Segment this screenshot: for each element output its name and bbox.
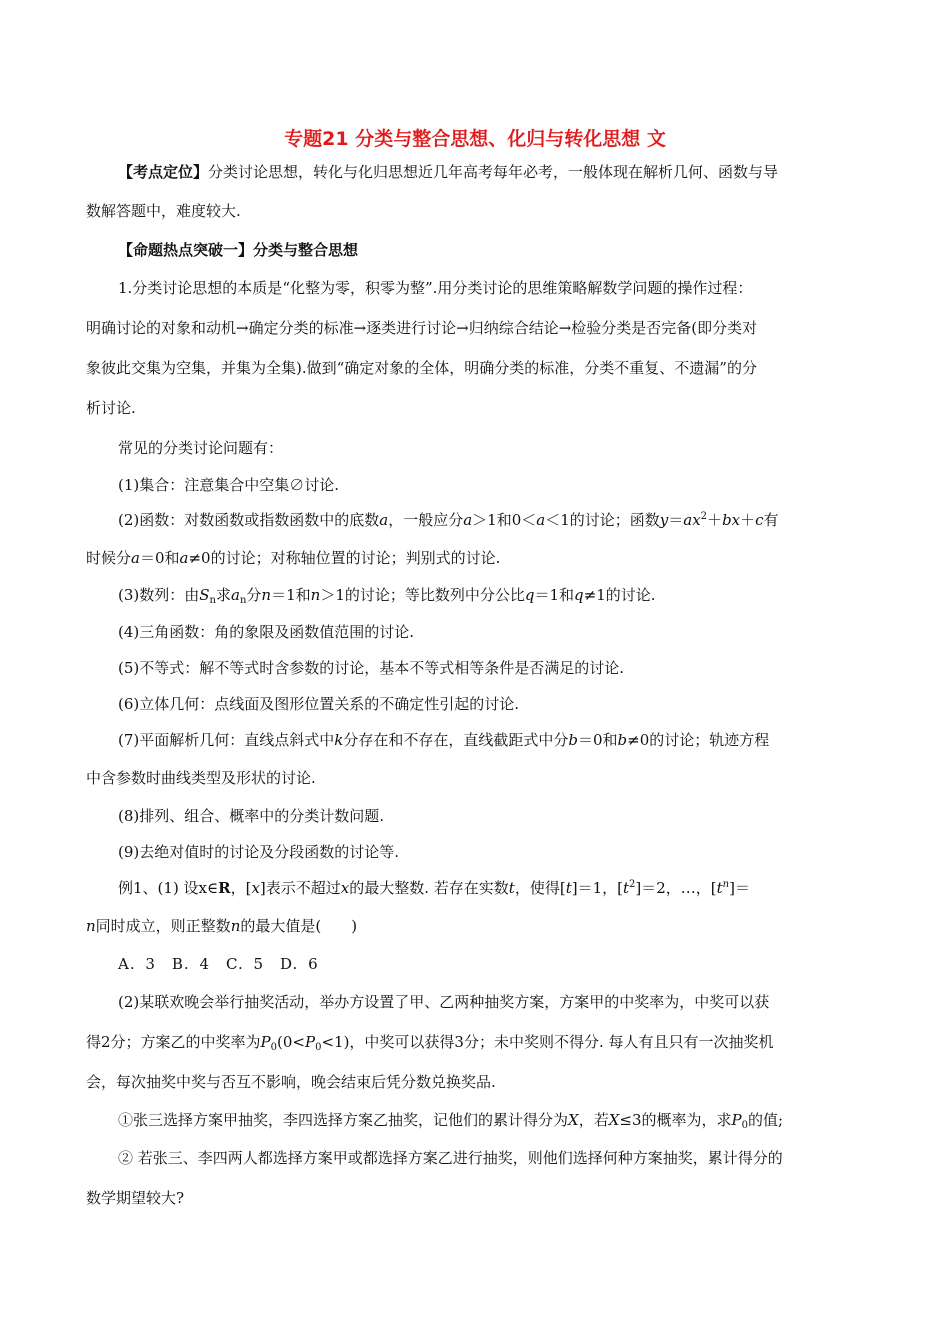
item-2-text: ＜1的讨论；函数 bbox=[545, 511, 660, 529]
var-b: b bbox=[617, 731, 628, 749]
var-n: n bbox=[310, 586, 321, 604]
example-text: ]＝ bbox=[729, 879, 750, 897]
var-t: t bbox=[508, 879, 515, 897]
var-t: t bbox=[716, 879, 723, 897]
item-2-text: 有 bbox=[763, 511, 779, 529]
answer-options: A. 3 B. 4 C. 5 D. 6 bbox=[118, 955, 319, 973]
item-7-text: 分存在和不存在，直线截距式中分 bbox=[343, 731, 569, 749]
sub-question-text: ≤3的概率为，求 bbox=[619, 1111, 732, 1129]
item-3 bbox=[118, 585, 656, 605]
paragraph-1-line-4: 析讨论. bbox=[86, 399, 136, 417]
set-R: R bbox=[218, 879, 231, 897]
item-3-text: ＝1和 bbox=[271, 586, 311, 604]
item-2-text: ，一般应分 bbox=[388, 511, 464, 529]
question-2-line-3: 会，每次抽奖中奖与否互不影响，晚会结束后凭分数兑换奖品. bbox=[86, 1073, 496, 1091]
var-X: X bbox=[608, 1111, 620, 1129]
var-x: x bbox=[251, 879, 260, 897]
item-2-line-2 bbox=[86, 548, 500, 568]
sub-question-text: 的值; bbox=[748, 1111, 784, 1129]
item-2-text: ＋ bbox=[707, 511, 723, 529]
example-text: ]表示不超过 bbox=[259, 879, 341, 897]
superscript-2: 2 bbox=[700, 511, 708, 522]
var-a: a bbox=[179, 549, 189, 567]
item-1: (1)集合：注意集合中空集∅讨论. bbox=[118, 476, 340, 494]
item-2-text: ＝ bbox=[668, 511, 684, 529]
var-t: t bbox=[622, 879, 629, 897]
item-9: (9)去绝对值时的讨论及分段函数的讨论等. bbox=[118, 843, 400, 861]
item-7-text: (7)平面解析几何：直线点斜式中 bbox=[118, 731, 335, 749]
question-2-text: 得2分；方案乙的中奖率为 bbox=[86, 1033, 261, 1051]
item-7-line-1 bbox=[118, 730, 769, 750]
question-2-line-1: (2)某联欢晚会举行抽奖活动，举办方设置了甲、乙两种抽奖方案，方案甲的中奖率为，中奖可以获 bbox=[118, 993, 770, 1011]
item-6: (6)立体几何：点线面及图形位置关系的不确定性引起的讨论. bbox=[118, 695, 520, 713]
var-ax: ax bbox=[683, 511, 701, 529]
item-3-text: 分 bbox=[246, 586, 262, 604]
var-y: y bbox=[659, 511, 669, 529]
paragraph-1-line-3: 象彼此交集为空集，并集为全集).做到“确定对象的全体，明确分类的标准，分类不重复、不遗漏”的分 bbox=[86, 359, 757, 377]
item-3-text: ＞1的讨论；等比数列中分公比 bbox=[320, 586, 525, 604]
kaodian-label: 【考点定位】 bbox=[118, 163, 209, 181]
paragraph-1-line-2: 明确讨论的对象和动机→确定分类的标准→逐类进行讨论→归纳综合结论→检验分类是否完备(即分类对 bbox=[86, 319, 758, 337]
example-text: ]＝1，[ bbox=[571, 879, 623, 897]
item-2-text: ＋ bbox=[740, 511, 756, 529]
example-line-1 bbox=[118, 878, 750, 898]
item-2-text: ≠0的讨论；对称轴位置的讨论；判别式的讨论. bbox=[188, 549, 501, 567]
item-2-text: 时候分 bbox=[86, 549, 132, 567]
var-b: b bbox=[568, 731, 578, 749]
paragraph-1-line-1: 1.分类讨论思想的本质是“化整为零，积零为整”.用分类讨论的思维策略解数学问题的操作过程： bbox=[118, 279, 753, 297]
question-2-line-2 bbox=[86, 1032, 774, 1052]
var-q: q bbox=[574, 586, 584, 604]
var-t: t bbox=[565, 879, 572, 897]
var-x: x bbox=[340, 879, 350, 897]
sub-question-text: ①张三选择方案甲抽奖，李四选择方案乙抽奖，记他们的累计得分为 bbox=[118, 1111, 569, 1129]
sub-question-text: ，若 bbox=[578, 1111, 609, 1129]
var-a: a bbox=[463, 511, 473, 529]
var-c: c bbox=[755, 511, 764, 529]
item-2-text: ＞1和0＜ bbox=[472, 511, 537, 529]
example-text: 的最大值是( ) bbox=[240, 917, 358, 935]
subscript-0: 0 bbox=[741, 1120, 748, 1131]
var-a: a bbox=[536, 511, 546, 529]
var-a: a bbox=[231, 586, 240, 604]
example-text: ]＝2，…，[ bbox=[635, 879, 717, 897]
var-n: n bbox=[261, 586, 272, 604]
section-heading: 【命题热点突破一】分类与整合思想 bbox=[118, 241, 359, 259]
item-5: (5)不等式：解不等式时含参数的讨论，基本不等式相等条件是否满足的讨论. bbox=[118, 659, 625, 677]
subscript-0: 0 bbox=[315, 1042, 322, 1053]
common-intro: 常见的分类讨论问题有： bbox=[118, 439, 284, 457]
var-P: P bbox=[260, 1033, 271, 1051]
var-X: X bbox=[568, 1111, 579, 1129]
var-n: n bbox=[86, 917, 96, 935]
example-line-2 bbox=[86, 916, 357, 936]
var-a: a bbox=[379, 511, 389, 529]
subscript-n: n bbox=[209, 595, 216, 606]
var-S: S bbox=[199, 586, 210, 604]
sub-question-1 bbox=[118, 1110, 783, 1130]
item-2-text: (2)函数：对数函数或指数函数中的底数 bbox=[118, 511, 380, 529]
kaodian-line-1 bbox=[118, 162, 778, 182]
sub-question-2-line-1: ② 若张三、李四两人都选择方案甲或都选择方案乙进行抽奖，则他们选择何种方案抽奖，累计得分的 bbox=[118, 1149, 783, 1167]
subscript-n: n bbox=[239, 595, 247, 606]
var-a: a bbox=[131, 549, 140, 567]
item-2-text: ＝0和 bbox=[139, 549, 180, 567]
item-3-text: ≠1的讨论. bbox=[583, 586, 656, 604]
sub-question-2-line-2: 数学期望较大? bbox=[86, 1189, 185, 1207]
question-2-text: <1)，中奖可以获得3分；未中奖则不得分. 每人有且只有一次抽奖机 bbox=[321, 1033, 774, 1051]
page-title: 专题21 分类与整合思想、化归与转化思想 文 bbox=[284, 128, 666, 150]
example-text: ，使得[ bbox=[514, 879, 566, 897]
superscript-n: n bbox=[722, 879, 730, 890]
example-text: ，[ bbox=[230, 879, 252, 897]
item-3-text: (3)数列：由 bbox=[118, 586, 200, 604]
var-P: P bbox=[731, 1111, 742, 1129]
item-4: (4)三角函数：角的象限及函数值范围的讨论. bbox=[118, 623, 415, 641]
var-bx: bx bbox=[722, 511, 741, 529]
item-2-line-1 bbox=[118, 510, 779, 530]
item-3-text: 求 bbox=[215, 586, 231, 604]
var-n: n bbox=[230, 917, 241, 935]
var-k: k bbox=[334, 731, 344, 749]
item-7-text: ＝0和 bbox=[577, 731, 618, 749]
var-P: P bbox=[304, 1033, 316, 1051]
item-7-text: ≠0的讨论；轨迹方程 bbox=[627, 731, 770, 749]
example-text: 例1、(1) 设x∈ bbox=[118, 879, 219, 897]
subscript-0: 0 bbox=[270, 1042, 278, 1053]
kaodian-line-2: 数解答题中，难度较大. bbox=[86, 202, 241, 220]
item-7-line-2: 中含参数时曲线类型及形状的讨论. bbox=[86, 769, 316, 787]
superscript-2: 2 bbox=[629, 879, 636, 890]
kaodian-text-1: 分类讨论思想，转化与化归思想近几年高考每年必考，一般体现在解析几何、函数与导 bbox=[208, 163, 779, 181]
example-text: 同时成立，则正整数 bbox=[95, 917, 231, 935]
var-q: q bbox=[524, 586, 535, 604]
question-2-text: (0< bbox=[277, 1033, 305, 1051]
item-3-text: ＝1和 bbox=[534, 586, 575, 604]
example-text: 的最大整数. 若存在实数 bbox=[349, 879, 509, 897]
item-8: (8)排列、组合、概率中的分类计数问题. bbox=[118, 807, 385, 825]
